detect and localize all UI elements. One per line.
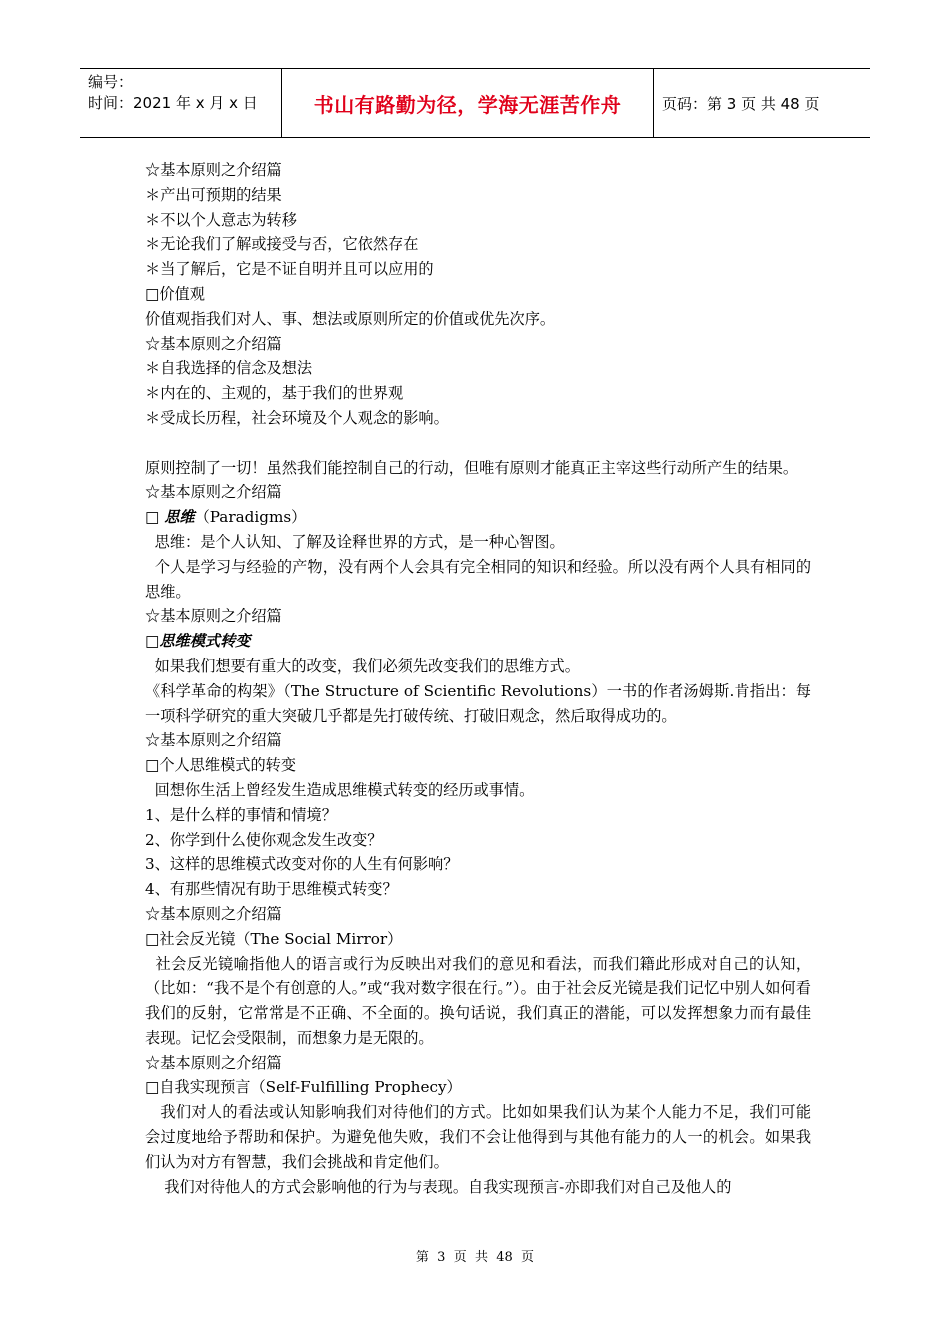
section-heading: ☆基本原则之介绍篇: [145, 1053, 282, 1072]
text-line: 回想你生活上曾经发生造成思维模式转变的经历或事情。: [145, 780, 535, 799]
section-heading: ☆基本原则之介绍篇: [145, 161, 282, 179]
document-date: 时间：2021 年 x 月 x 日: [88, 94, 258, 112]
checkbox-glyph: □: [145, 632, 160, 651]
topic-term-english: （Paradigms）: [194, 508, 307, 527]
topic-heading: [145, 629, 811, 654]
header-meta: [80, 69, 282, 137]
checkbox-glyph: □: [145, 508, 165, 527]
topic-heading: □价值观: [145, 284, 205, 303]
topic-heading: □社会反光镜（The Social Mirror）: [145, 929, 403, 948]
topic-term: 思维模式转变: [159, 632, 251, 651]
numbered-item: 2、你学到什么使你观念发生改变？: [145, 830, 383, 849]
topic-term: 思维: [164, 508, 195, 527]
page-footer: 第 3 页 共 48 页: [415, 1250, 535, 1265]
section-heading: ☆基本原则之介绍篇: [145, 731, 282, 750]
topic-heading: [145, 505, 811, 530]
paragraph: 《科学革命的构架》（The Structure of Scientific Revolutions）一书的作者汤姆斯.肯指出：每一项科学研究的重大突破几乎都是先打破传统、打破旧观念，然后取得成功的。: [145, 681, 811, 725]
section-heading: ☆基本原则之介绍篇: [145, 334, 282, 353]
numbered-item: 1、是什么样的事情和情境？: [145, 805, 337, 824]
paragraph: 我们对人的看法或认知影响我们对待他们的方式。比如如果我们认为某个人能力不足，我们可能会过度地给予帮助和保护。为避免他失败，我们不会让他得到与其他有能力的人一的机会。如果我们认为对方有智慧，我们会挑战和肯定他们。: [145, 1103, 812, 1171]
header-motto: 书山有路勤为径，学海无涯苦作舟: [282, 69, 654, 137]
paragraph: 个人是学习与经验的产物，没有两个人会具有完全相同的知识和经验。所以没有两个人具有相同的思维。: [145, 557, 812, 601]
section-heading: ☆基本原则之介绍篇: [145, 904, 282, 923]
bullet-item: ＊当了解后，它是不证自明并且可以应用的: [145, 260, 434, 279]
bullet-item: ＊无论我们了解或接受与否，它依然存在: [145, 235, 419, 254]
numbered-item: 4、有那些情况有助于思维模式转变？: [145, 880, 398, 899]
topic-heading: □个人思维模式的转变: [145, 756, 297, 775]
text-line: 我们对待他人的方式会影响他的行为与表现。自我实现预言-亦即我们对自己及他人的: [145, 1177, 732, 1196]
text-line: 如果我们想要有重大的改变，我们必须先改变我们的思维方式。: [145, 656, 580, 675]
bullet-item: ＊内在的、主观的，基于我们的世界观: [145, 384, 404, 403]
bullet-item: ＊产出可预期的结果: [145, 185, 282, 204]
text-line: 价值观指我们对人、事、想法或原则所定的价值或优先次序。: [145, 309, 556, 328]
text-line: 思维：是个人认知、了解及诠释世界的方式，是一种心智图。: [145, 532, 565, 551]
section-heading: ☆基本原则之介绍篇: [145, 607, 282, 626]
bullet-item: ＊受成长历程，社会环境及个人观念的影响。: [145, 408, 449, 427]
section-heading: ☆基本原则之介绍篇: [145, 483, 282, 502]
header-page-info: 页码：第 3 页 共 48 页: [662, 94, 820, 113]
bullet-item: ＊不以个人意志为转移: [145, 210, 297, 229]
bullet-item: ＊自我选择的信念及想法: [145, 359, 313, 378]
page-header: [80, 68, 870, 138]
document-body: [145, 158, 811, 1199]
paragraph: 原则控制了一切！虽然我们能控制自己的行动，但唯有原则才能真正主宰这些行动所产生的结果。: [145, 458, 799, 477]
numbered-item: 3、这样的思维模式改变对你的人生有何影响？: [145, 855, 459, 874]
paragraph: 社会反光镜喻指他人的语言或行为反映出对我们的意见和看法，而我们籍此形成对自己的认知，（比如：“我不是个有创意的人。”或“我对数字很在行。”）。由于社会反光镜是我们记忆中别人如何看我们的反射，它常常是不正确、不全面的。换句话说，我们真正的潜能，可以发挥想象力而有最佳表现。记忆会受限制，而想象力是无限的。: [145, 954, 812, 1047]
blank-line: [145, 431, 811, 456]
document-number-label: 编号：: [88, 73, 134, 91]
topic-heading: □自我实现预言（Self-Fulfilling Prophecy）: [145, 1078, 462, 1097]
